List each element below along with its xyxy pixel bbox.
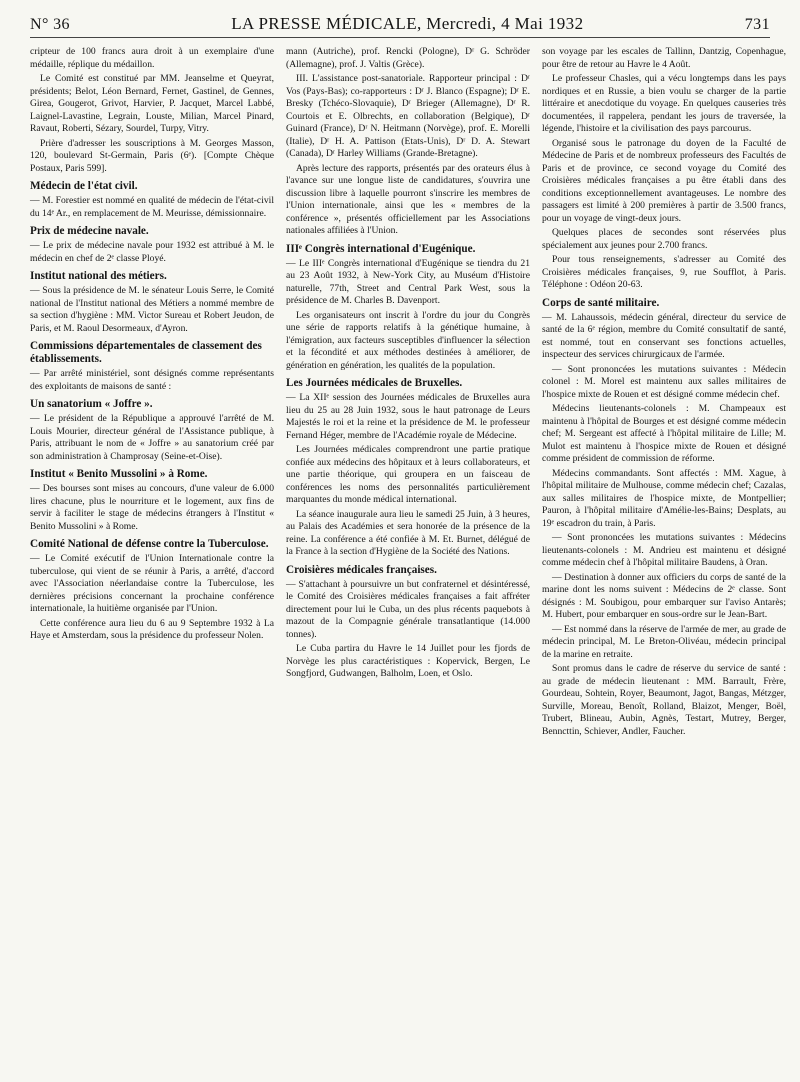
paragraph: Les organisateurs ont inscrit à l'ordre du jour du Congrès une série de rapports relatifs à la génétique humaine, à l'émigration, aux facteurs susceptibles d'influencer la sélection et la fécondité et aux méthodes destinées à améliorer, de génération en génération, les qualités de la population. (286, 309, 530, 371)
paragraph: Médecins lieutenants-colonels : M. Champeaux est maintenu à l'hôpital de Bourges et est désigné comme médecin chef; M. Sergeant est affecté à l'hôpital militaire de Lille; M. Mulot est maintenu à l'hospice mixte de Rouen et désigné comme président de commission de réforme. (542, 403, 786, 464)
paragraph: — Le prix de médecine navale pour 1932 est attribué à M. le médecin en chef de 2ᵉ classe Ployé. (30, 240, 274, 264)
section-heading: Médecin de l'état civil. (30, 180, 138, 192)
paragraph: mann (Autriche), prof. Rencki (Pologne), Dʳ G. Schröder (Allemagne), prof. J. Valtis (Grèce). (286, 46, 530, 70)
paragraph: Pour tous renseignements, s'adresser au Comité des Croisières médicales françaises, 9, rue Soufflot, à Paris. Téléphone : Odéon 20-63. (542, 254, 786, 290)
paragraph: Le Comité est constitué par MM. Jeanselme et Queyrat, présidents; Belot, Léon Bernard, Fernet, Gastinel, de Gennes, Girea, Gougerot, Grivot, Harvier, P. Jacquet, Marcel Labbé, Laignel-Lavastine, Legrain, Louste, Milian, Marcel Pinard, Ravaut, Roberti, Sézary, Sourdel, Turpy, Vitry. (30, 73, 274, 134)
paragraph: Médecins commandants. Sont affectés : MM. Xague, à l'hôpital militaire de Mulhouse, comme médecin chef; Cazalas, aux salles militaires de l'hospice mixte, de Montpellier; Pauron, à l'hôpital militaire d'Amélie-les-Bains; Desplats, au 19ᵉ escadron du train, à Paris. (542, 467, 786, 529)
section-heading: Institut « Benito Mussolini » à Rome. (30, 468, 208, 480)
section-heading: Comité National de défense contre la Tuberculose. (30, 538, 269, 550)
paragraph: cripteur de 100 francs aura droit à un exemplaire d'une médaille, réplique du médaillon. (30, 46, 274, 70)
paragraph: Le Cuba partira du Havre le 14 Juillet pour les fjords de Norvège les plus caractéristiques : Kopervick, Bergen, Le Songfjord, Gudwangen, Balholm, Loen, et Oslo. (286, 643, 530, 679)
issue-number: N° 36 (30, 16, 70, 33)
section-heading: Les Journées médicales de Bruxelles. (286, 377, 463, 389)
paragraph: — La XIIᵉ session des Journées médicales de Bruxelles aura lieu du 25 au 28 Juin 1932, sous le haut patronage de Leurs Majestés le roi et la reine et la présidence de M. le professeur Fernand Héger, membre de l'Académie royale de Médecine. (286, 392, 530, 441)
paragraph: Quelques places de secondes sont réservées plus spécialement aux jeunes pour 2.700 francs. (542, 227, 786, 251)
paragraph: — S'attachant à poursuivre un but confraternel et désintéressé, le Comité des Croisières médicales françaises a fait affréter directement pour lui le Cuba, un des plus récents paquebots à mazout de la Compagnie générale transatlantique (14.000 tonnes). (286, 578, 530, 640)
paragraph: Cette conférence aura lieu du 6 au 9 Septembre 1932 à La Haye et Amsterdam, sous la présidence du professeur Nolen. (30, 617, 274, 641)
section-heading: Commissions départementales de classement des établissements. (30, 340, 262, 365)
paragraph: — Sous la présidence de M. le sénateur Louis Serre, le Comité national de l'Institut national des Métiers a nommé membre de sa section d'hygiène : MM. Victor Sureau et Robert Jeudon, de Paris, et M. Raoul Desormeaux, d'Ayron. (30, 285, 274, 334)
paragraph: — M. Lahaussois, médecin général, directeur du service de santé de la 6ᵉ région, membre du Comité consultatif de santé, est nommé, tout en conservant ses fonctions actuelles, inspecteur des services chirurgicaux de l'armée. (542, 311, 786, 360)
paragraph: Prière d'adresser les souscriptions à M. Georges Masson, 120, boulevard St-Germain, Paris (6ᵉ). [Compte Chèque Postaux, Paris 599]. (30, 137, 274, 174)
section-heading: Prix de médecine navale. (30, 225, 149, 237)
section-heading: Croisières médicales françaises. (286, 563, 437, 576)
paragraph: Le professeur Chasles, qui a vécu longtemps dans les pays nordiques et en Russie, a bien voulu se charger de la partie littéraire et anecdotique du voyage. En quelques causeries très documentées, il rappelera, pendant les jours de traversée, la légende, l'histoire et la civilisation des pays parcourus. (542, 73, 786, 134)
paragraph: Sont promus dans le cadre de réserve du service de santé : au grade de médecin lieutenant : MM. Barrault, Frère, Gourdeau, Sohtein, Royer, Beaumont, Jagot, Bangas, Métzger, Surville, Moreau, Benoît, Rolland, Blaizot, Menger, Boël, Trubert, Blineau, Aubin, Agnès, Testart, Mutrey, Berger, Benncttin, Schiever, Andler, Faucher. (542, 663, 786, 737)
paragraph: La séance inaugurale aura lieu le samedi 25 Juin, à 3 heures, au Palais des Académies et sera honorée de la présence de la reine. La conférence a été confiée à M. Et. Burnet, délégué de la France à la section d'Hygiène de la Société des Nations. (286, 508, 530, 557)
paragraph: III. L'assistance post-sanatoriale. Rapporteur principal : Dʳ Vos (Pays-Bas); co-rapporteurs : Dʳ J. Blanco (Espagne); Dʳ E. Bresky (Tchéco-Slovaquie), Dʳ Brieger (Allemagne), Dʳ R. Courtois et E. Olbrechts, en collaboration (Belgique), Dʳ Guinard (France), Dʳ N. Heitmann (Norvège), prof. E. Morelli (Italie), Dʳ H. A. Pattison (Etats-Unis), Dʳ D. A. Stewart (Canada), Dʳ Harley Williams (Grande-Bretagne). (286, 73, 530, 159)
page-number: 731 (744, 16, 770, 33)
paragraph: Les Journées médicales comprendront une partie pratique confiée aux médecins des hôpitaux et à leurs collaborateurs, et une partie théorique, qui groupera en un faisceau de conférences les noms des personnalités particulièrement marquantes du monde médical international. (286, 444, 530, 505)
column-1 (30, 46, 274, 740)
paragraph: son voyage par les escales de Tallinn, Dantzig, Copenhague, pour être de retour au Havre le 4 Août. (542, 46, 786, 70)
paragraph: — M. Forestier est nommé en qualité de médecin de l'état-civil du 14ᵉ Ar., en remplacement de M. Meurisse, démissionnaire. (30, 195, 274, 219)
column-3 (542, 46, 786, 740)
section-heading: Un sanatorium « Joffre ». (30, 398, 153, 410)
paragraph: — Le Comité exécutif de l'Union Internationale contre la tuberculose, qui vient de se réunir à Paris, a arrêté, d'accord avec l'Association néerlandaise contre la Tuberculose, les dernières précisions concernant la prochaine conférence internationale, la huitième organisée par l'Union. (30, 553, 274, 614)
paragraph: — Destination à donner aux officiers du corps de santé de la marine dont les noms suivent : Médecins de 2ᵉ classe. Sont désignés : M. Soubigou, pour embarquer sur l'aviso Antarès; M. Hubert, pour embarquer en sous-ordre sur le Jean-Bart. (542, 571, 786, 620)
section-heading: IIIᵉ Congrès international d'Eugénique. (286, 242, 476, 255)
paragraph: — Est nommé dans la réserve de l'armée de mer, au grade de médecin principal, M. Le Breton-Olivéau, médecin principal de la marine en retraite. (542, 623, 786, 660)
paragraph: Organisé sous le patronage du doyen de la Faculté de Médecine de Paris et de nombreux professeurs des Facultés de Paris et de province, ce second voyage du Comité des Croisières médicales françaises a pu être établi dans des conditions exceptionnellement avantageuses. Le nombre des passagers est limité à 200 premières à partir de 3.500 francs, pour un voyage de vingt-deux jours. (542, 137, 786, 224)
paragraph: — Le président de la République a approuvé l'arrêté de M. Louis Mourier, directeur général de l'Assistance publique, à Paris, attribuant le nom de « Joffre » au sanatorium créé par son administration à Champrosay (Seine-et-Oise). (30, 413, 274, 462)
journal-title: LA PRESSE MÉDICALE, Mercredi, 4 Mai 1932 (231, 14, 584, 33)
paragraph: — Par arrêté ministériel, sont désignés comme représentants des exploitants de maisons de santé : (30, 368, 274, 392)
text-columns (30, 46, 786, 740)
column-2 (286, 46, 530, 740)
paragraph: — Sont prononcées les mutations suivantes : Médecin colonel : M. Morel est maintenu aux salles militaires de l'hospice mixte de Rouen et est désigné comme médecin chef. (542, 363, 786, 400)
paragraph: — Le IIIᵉ Congrès international d'Eugénique se tiendra du 21 au 23 Août 1932, à New-York City, au Muséum d'Histoire naturelle, 77th, Street and Central Park West, sous la présidence de M. Charles B. Davenport. (286, 257, 530, 306)
paragraph: — Sont prononcées les mutations suivantes : Médecins lieutenants-colonels : M. Andrieu est maintenu et désigné comme médecin chef à l'hôpital militaire Baudens, à Oran. (542, 532, 786, 568)
paragraph: Après lecture des rapports, présentés par des orateurs élus à l'avance sur une longue liste de candidatures, s'ouvrira une discussion libre à laquelle pourront s'inscrire les membres de l'Union internationale, ainsi que les « membres de la conférence », présentés officiellement par les Associations nationales affiliées à l'Union. (286, 162, 530, 236)
paragraph: — Des bourses sont mises au concours, d'une valeur de 6.000 lires chacune, plus le nourriture et le logement, aux fins de servir à faciliter le stage de médecins étrangers à l'Institut « Benito Mussolini » à Rome. (30, 483, 274, 532)
section-heading: Corps de santé militaire. (542, 296, 660, 309)
section-heading: Institut national des métiers. (30, 270, 167, 282)
page-header (30, 14, 770, 38)
